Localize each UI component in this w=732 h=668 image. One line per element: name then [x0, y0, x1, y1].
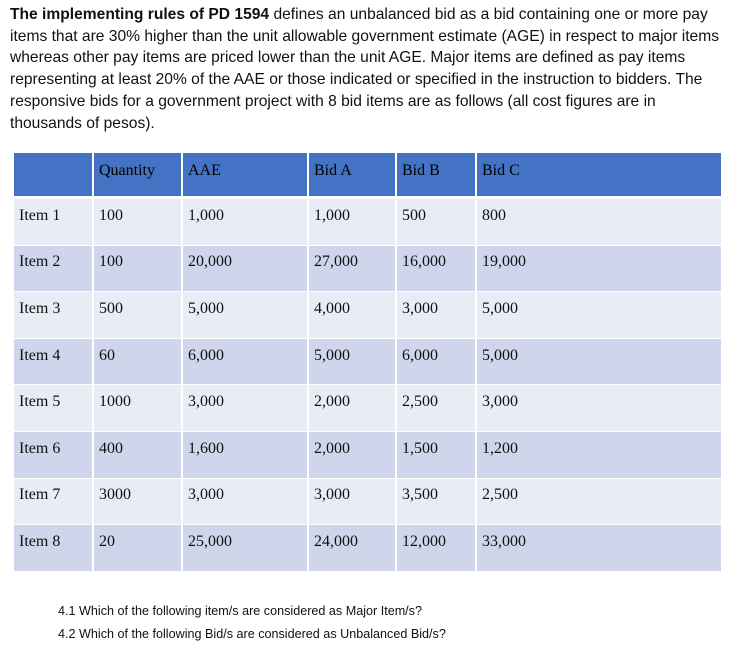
- header-cell-bid-a: Bid A: [309, 153, 397, 199]
- table-cell-bid-a: 24,000: [309, 525, 397, 572]
- table-cell-item: Item 1: [14, 199, 94, 246]
- table-cell-quantity: 100: [94, 246, 183, 293]
- table-cell-bid-c: 19,000: [477, 246, 721, 293]
- table-row: [14, 339, 721, 386]
- table-cell-bid-c: 3,000: [477, 385, 721, 432]
- table-cell-aae: 1,600: [183, 432, 309, 479]
- table-cell-bid-b: 16,000: [397, 246, 477, 293]
- bid-table: [14, 153, 721, 572]
- table-cell-bid-b: 3,000: [397, 292, 477, 339]
- table-cell-bid-c: 33,000: [477, 525, 721, 572]
- table-cell-item: Item 7: [14, 479, 94, 526]
- table-cell-bid-b: 1,500: [397, 432, 477, 479]
- table-cell-quantity: 60: [94, 339, 183, 386]
- table-cell-quantity: 3000: [94, 479, 183, 526]
- table-cell-item: Item 4: [14, 339, 94, 386]
- table-cell-bid-a: 5,000: [309, 339, 397, 386]
- table-cell-item: Item 8: [14, 525, 94, 572]
- header-cell-bid-b: Bid B: [397, 153, 477, 199]
- table-cell-quantity: 100: [94, 199, 183, 246]
- table-cell-bid-b: 12,000: [397, 525, 477, 572]
- table-cell-bid-a: 3,000: [309, 479, 397, 526]
- table-cell-bid-a: 2,000: [309, 385, 397, 432]
- intro-text: defines an unbalanced bid as a bid containing one or more pay items that are 30% higher than the unit allowable government estimate (AGE) in respect to major items whereas other pay items are priced lower than the unit AGE. Major items are defined as pay items representing at least 20% of the AAE or those indicated or specified in the instruction to bidders. The responsive bids for a government project with 8 bid items are as follows (all cost figures are in thousands of pesos).: [10, 6, 719, 132]
- table-row: [14, 199, 721, 246]
- table-cell-bid-c: 5,000: [477, 339, 721, 386]
- table-cell-bid-b: 2,500: [397, 385, 477, 432]
- table-row: [14, 292, 721, 339]
- table-cell-item: Item 2: [14, 246, 94, 293]
- table-cell-bid-a: 4,000: [309, 292, 397, 339]
- table-header-row: [14, 153, 721, 199]
- table-cell-bid-a: 2,000: [309, 432, 397, 479]
- table-cell-quantity: 500: [94, 292, 183, 339]
- intro-bold-lead: The implementing rules of PD 1594: [10, 6, 270, 23]
- table-cell-item: Item 6: [14, 432, 94, 479]
- table-cell-aae: 3,000: [183, 385, 309, 432]
- table-cell-item: Item 3: [14, 292, 94, 339]
- table-cell-quantity: 20: [94, 525, 183, 572]
- table-cell-bid-a: 1,000: [309, 199, 397, 246]
- table-cell-aae: 5,000: [183, 292, 309, 339]
- table-cell-bid-c: 5,000: [477, 292, 721, 339]
- header-cell-aae: AAE: [183, 153, 309, 199]
- table-cell-bid-c: 1,200: [477, 432, 721, 479]
- intro-paragraph: [10, 4, 722, 134]
- table-cell-bid-c: 2,500: [477, 479, 721, 526]
- table-row: [14, 479, 721, 526]
- table-body: [14, 199, 721, 572]
- question-4-1: 4.1 Which of the following item/s are considered as Major Item/s?: [58, 604, 422, 618]
- table-cell-bid-b: 3,500: [397, 479, 477, 526]
- table-row: [14, 246, 721, 293]
- table-row: [14, 432, 721, 479]
- table-cell-aae: 3,000: [183, 479, 309, 526]
- table-cell-quantity: 400: [94, 432, 183, 479]
- header-cell-quantity: Quantity: [94, 153, 183, 199]
- question-4-2: 4.2 Which of the following Bid/s are considered as Unbalanced Bid/s?: [58, 627, 446, 641]
- questions: [58, 600, 446, 646]
- table-cell-aae: 1,000: [183, 199, 309, 246]
- table-cell-bid-b: 500: [397, 199, 477, 246]
- table-cell-item: Item 5: [14, 385, 94, 432]
- table-cell-bid-a: 27,000: [309, 246, 397, 293]
- table-cell-quantity: 1000: [94, 385, 183, 432]
- table-cell-aae: 6,000: [183, 339, 309, 386]
- table-cell-bid-c: 800: [477, 199, 721, 246]
- table-cell-bid-b: 6,000: [397, 339, 477, 386]
- header-cell-item: [14, 153, 94, 199]
- table-row: [14, 385, 721, 432]
- table-cell-aae: 20,000: [183, 246, 309, 293]
- table-cell-aae: 25,000: [183, 525, 309, 572]
- table-row: [14, 525, 721, 572]
- header-cell-bid-c: Bid C: [477, 153, 721, 199]
